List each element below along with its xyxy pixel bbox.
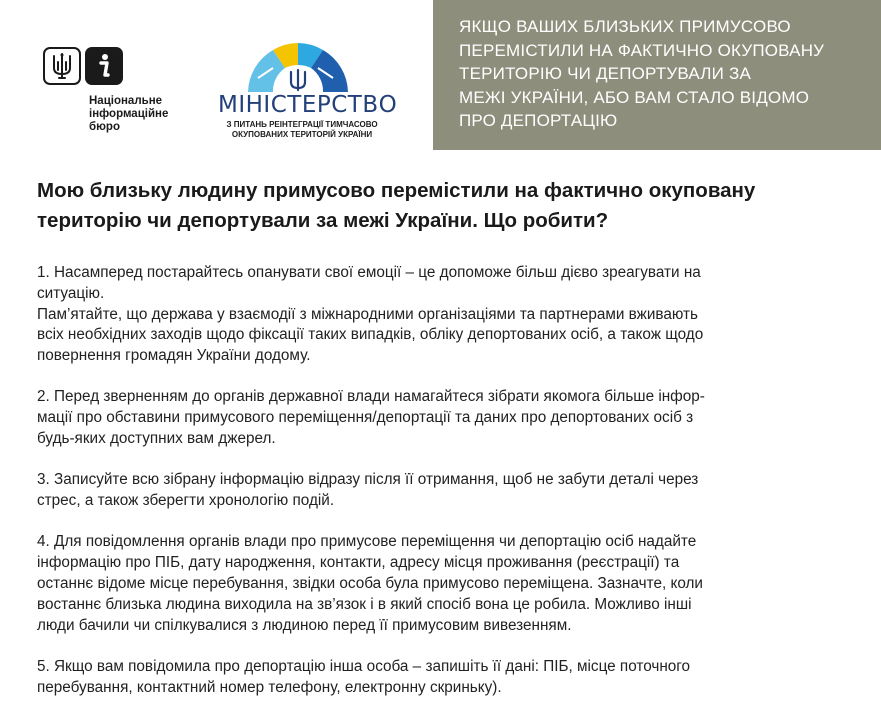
ministry-arch-emblem: [243, 38, 353, 94]
instruction-step-5: [37, 657, 852, 699]
banner-line: ПЕРЕМІСТИЛИ НА ФАКТИЧНО ОКУПОВАНУ: [459, 40, 825, 60]
instruction-step-3: [37, 470, 852, 512]
banner-text: [459, 15, 861, 133]
info-i-icon: [85, 47, 123, 85]
header-banner: [433, 0, 881, 150]
ministry-subtitle-line: ОКУПОВАНИХ ТЕРИТОРІЙ УКРАЇНИ: [231, 129, 373, 139]
instruction-line: 5. Якщо вам повідомила про депортацію інша особа – запишіть її дані: ПІБ, місце поточного: [37, 657, 691, 675]
instruction-line: повернення громадян України додому.: [37, 347, 311, 365]
page-title: [37, 176, 847, 236]
trident-icon: [43, 47, 81, 85]
instruction-line: перебування, контактний номер телефону, електронну скриньку).: [37, 678, 502, 696]
banner-line: ПРО ДЕПОРТАЦІЮ: [459, 111, 618, 130]
instruction-line: Пам’ятайте, що держава у взаємодії з міжнародними організаціями та партнерами вживають: [37, 305, 698, 323]
ministry-wordmark: МІНІСТЕРСТВО: [218, 92, 398, 118]
instruction-line: 1. Насамперед постарайтесь опанувати свої емоції – це допоможе більш дієво зреагувати на: [37, 264, 701, 281]
banner-line: ТЕРИТОРІЮ ЧИ ДЕПОРТУВАЛИ ЗА: [459, 64, 752, 83]
instruction-line: 4. Для повідомлення органів влади про примусове переміщення чи депортацію осіб надайте: [37, 533, 697, 551]
ministry-logo: [218, 38, 398, 148]
instruction-step-4: [37, 532, 852, 636]
banner-line: ЯКЩО ВАШИХ БЛИЗЬКИХ ПРИМУСОВО: [459, 17, 791, 36]
instruction-line: мації про обставини примусового переміщення/депортації та даних про депортованих осіб з: [37, 409, 694, 427]
instruction-step-2: [37, 387, 852, 449]
instruction-line: будь-яких доступних вам джерел.: [37, 430, 276, 448]
instruction-line: інформацію про ПІБ, дату народження, контакти, адресу місця проживання (реєстрації) та: [37, 554, 680, 572]
nib-name: [89, 95, 189, 134]
instruction-line: 3. Записуйте всю зібрану інформацію відразу після її отримання, щоб не забути деталі через: [37, 471, 699, 489]
instruction-line: всіх необхідних заходів щодо фіксації таких випадків, обліку депортованих осіб, а також щодо: [37, 326, 704, 344]
instruction-line: останнє відоме місце перебування, звідки особа була примусово переміщена. Зазначте, коли: [37, 575, 703, 593]
instructions-body: [37, 263, 852, 719]
instruction-line: 2. Перед зверненням до органів державної влади намагайтеся зібрати якомога більше інфор-: [37, 388, 705, 406]
page-title-line: територію чи депортували за межі України. Що робити?: [37, 209, 609, 232]
instruction-step-1: [37, 263, 852, 367]
nib-name-line: Національне: [89, 95, 163, 107]
page-title-line: Мою близьку людину примусово перемістили на фактично окуповану: [37, 179, 756, 202]
instruction-line: ситуацію.: [37, 284, 105, 302]
nib-name-line: інформаційне: [89, 108, 169, 120]
instruction-line: стрес, а також зберегти хронологію подій.: [37, 492, 335, 510]
ministry-subtitle-line: З ПИТАНЬ РЕІНТЕГРАЦІЇ ТИМЧАСОВО: [226, 120, 378, 129]
nib-logo: [43, 47, 193, 147]
banner-line: МЕЖІ УКРАЇНИ, АБО ВАМ СТАЛО ВІДОМО: [459, 87, 810, 107]
instruction-line: востаннє близька людина виходила на зв’язок і в який спосіб вона це робила. Можливо інші: [37, 595, 692, 613]
ministry-subtitle: [218, 120, 386, 139]
instruction-line: люди бачили чи спілкувалися з людиною перед її примусовим вивезенням.: [37, 616, 572, 634]
nib-name-line: бюро: [89, 121, 120, 133]
